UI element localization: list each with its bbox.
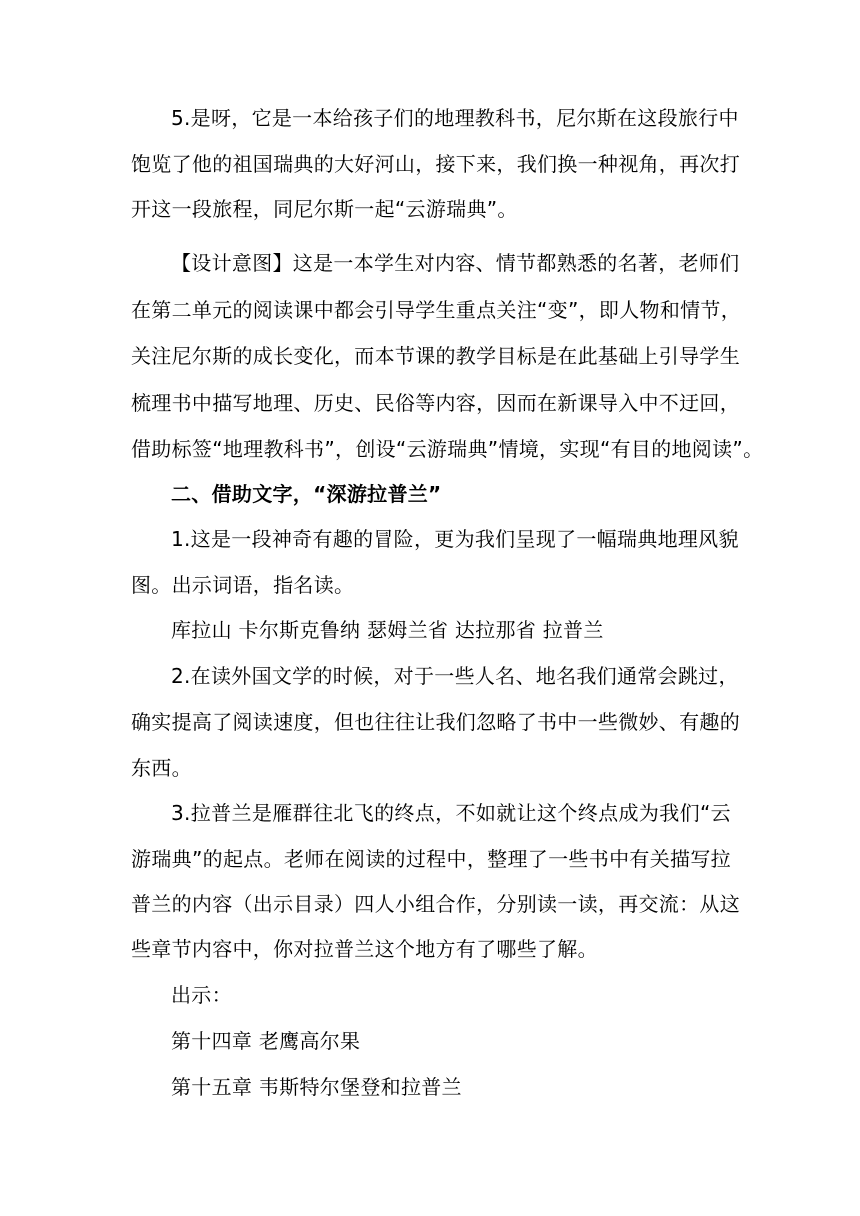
place-names-list: 库拉山 卡尔斯克鲁纳 瑟姆兰省 达拉那省 拉普兰	[171, 618, 604, 642]
paragraph-1-line-2: 图。出示词语，指名读。	[131, 573, 355, 597]
design-intent-line-1: 【设计意图】这是一本学生对内容、情节都熟悉的名著，老师们	[171, 251, 740, 275]
section-heading: 二、借助文字，“深游拉普兰”	[171, 482, 442, 506]
show-label: 出示：	[171, 983, 232, 1007]
paragraph-3-line-3: 普兰的内容（出示目录）四人小组合作，分别读一读，再交流：从这	[131, 892, 740, 916]
chapter-14: 第十四章 老鹰高尔果	[171, 1029, 361, 1053]
paragraph-2-line-3: 东西。	[131, 756, 192, 780]
paragraph-5-line-1: 5.是呀，它是一本给孩子们的地理教科书，尼尔斯在这段旅行中	[171, 106, 739, 130]
paragraph-3-line-1: 3.拉普兰是雁群往北飞的终点，不如就让这个终点成为我们“云	[171, 801, 731, 825]
design-intent-line-5: 借助标签“地理教科书”，创设“云游瑞典”情境，实现“有目的地阅读”。	[131, 437, 764, 461]
design-intent-line-4: 梳理书中描写地理、历史、民俗等内容，因而在新课导入中不迂回，	[131, 391, 740, 415]
paragraph-5-line-3: 开这一段旅程，同尼尔斯一起“云游瑞典”。	[131, 197, 518, 221]
paragraph-3-line-2: 游瑞典”的起点。老师在阅读的过程中，整理了一些书中有关描写拉	[131, 847, 731, 871]
paragraph-3-line-4: 些章节内容中，你对拉普兰这个地方有了哪些了解。	[131, 937, 598, 961]
paragraph-2-line-1: 2.在读外国文学的时候，对于一些人名、地名我们通常会跳过，	[171, 664, 739, 688]
paragraph-1-line-1: 1.这是一段神奇有趣的冒险，更为我们呈现了一幅瑞典地理风貌	[171, 527, 739, 551]
design-intent-line-2: 在第二单元的阅读课中都会引导学生重点关注“变”，即人物和情节，	[131, 298, 742, 322]
chapter-15: 第十五章 韦斯特尔堡登和拉普兰	[171, 1075, 462, 1099]
paragraph-5-line-2: 饱览了他的祖国瑞典的大好河山，接下来，我们换一种视角，再次打	[131, 152, 740, 176]
design-intent-line-3: 关注尼尔斯的成长变化，而本节课的教学目标是在此基础上引导学生	[131, 344, 740, 368]
paragraph-2-line-2: 确实提高了阅读速度，但也往往让我们忽略了书中一些微妙、有趣的	[131, 710, 740, 734]
